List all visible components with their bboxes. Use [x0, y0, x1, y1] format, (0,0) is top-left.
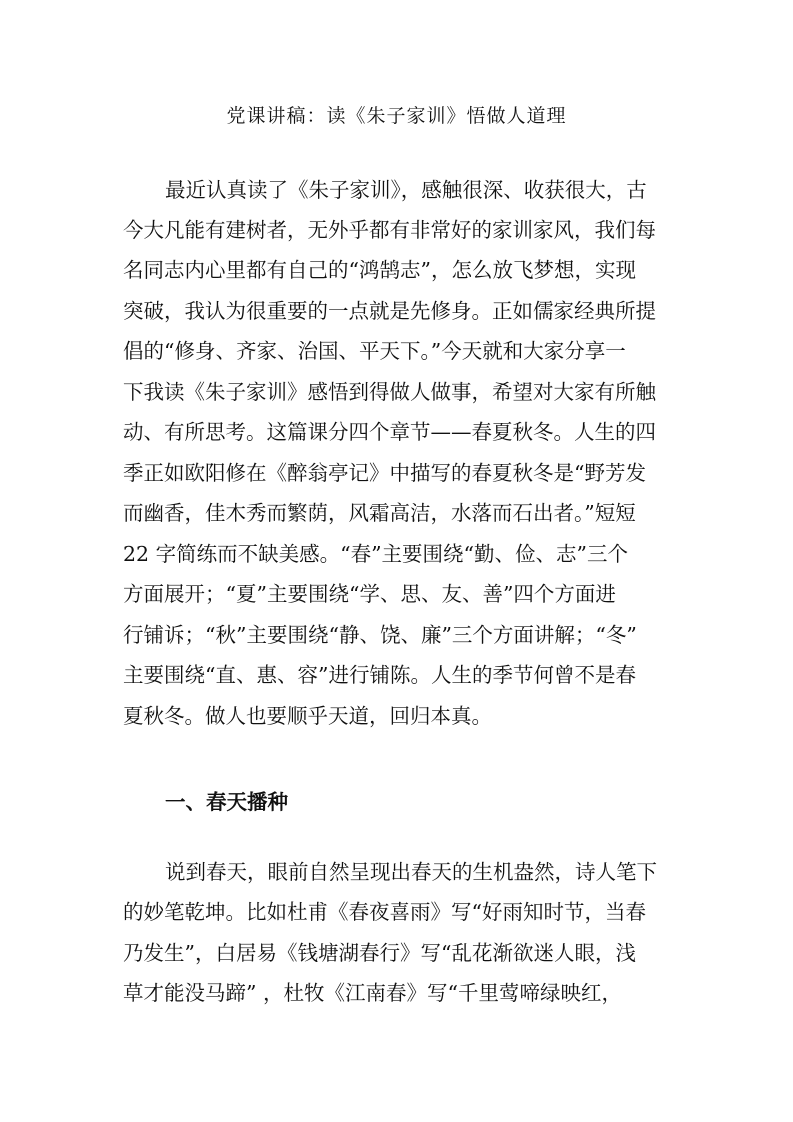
text-line: 行铺诉；“秋”主要围绕“静、饶、廉”三个方面讲解；“冬”: [123, 623, 637, 647]
text-line: 突破，我认为很重要的一点就是先修身。正如儒家经典所提: [123, 299, 656, 323]
section-heading-spring: 一、春天播种: [165, 790, 288, 814]
text-line: 名同志内心里都有自己的“鸿鹄志”，怎么放飞梦想，实现: [123, 258, 636, 282]
text-line: 夏秋冬。做人也要顺乎天道，回归本真。: [123, 704, 492, 728]
text-line: 最近认真读了《朱子家训》，感触很深、收获很大，古: [165, 178, 647, 202]
text-line: 今大凡能有建树者，无外乎都有非常好的家训家风，我们每: [123, 218, 656, 242]
text-line: 倡的“修身、齐家、治国、平天下。”今天就和大家分享一: [123, 339, 626, 363]
text-line: 方面展开；“夏”主要围绕“学、思、友、善”四个方面进: [123, 582, 616, 606]
text-line: 说到春天，眼前自然呈现出春天的生机盎然，诗人笔下: [165, 860, 657, 884]
text-line: 而幽香，佳木秀而繁荫，风霜高洁，水落而石出者。”短短: [123, 501, 636, 525]
text-line: 主要围绕“直、惠、容”进行铺陈。人生的季节何曾不是春: [123, 663, 636, 687]
text-line: 季正如欧阳修在《醉翁亭记》中描写的春夏秋冬是“野芳发: [123, 461, 646, 485]
text-line: 乃发生”，白居易《钱塘湖春行》写“乱花渐欲迷人眼，浅: [123, 941, 636, 965]
text-line: 下我读《朱子家训》感悟到得做人做事，希望对大家有所触: [123, 380, 656, 404]
text-line: 动、有所思考。这篇课分四个章节——春夏秋冬。人生的四: [123, 420, 656, 444]
text-line: 草才能没马蹄” ，杜牧《江南春》写“千里莺啼绿映红，: [123, 981, 622, 1005]
text-line: 22 字简练而不缺美感。“春”主要围绕“勤、俭、志”三个: [123, 542, 629, 566]
document-title: 党课讲稿：读《朱子家训》悟做人道理: [226, 105, 567, 127]
text-line: 的妙笔乾坤。比如杜甫《春夜喜雨》写“好雨知时节，当春: [123, 900, 646, 924]
